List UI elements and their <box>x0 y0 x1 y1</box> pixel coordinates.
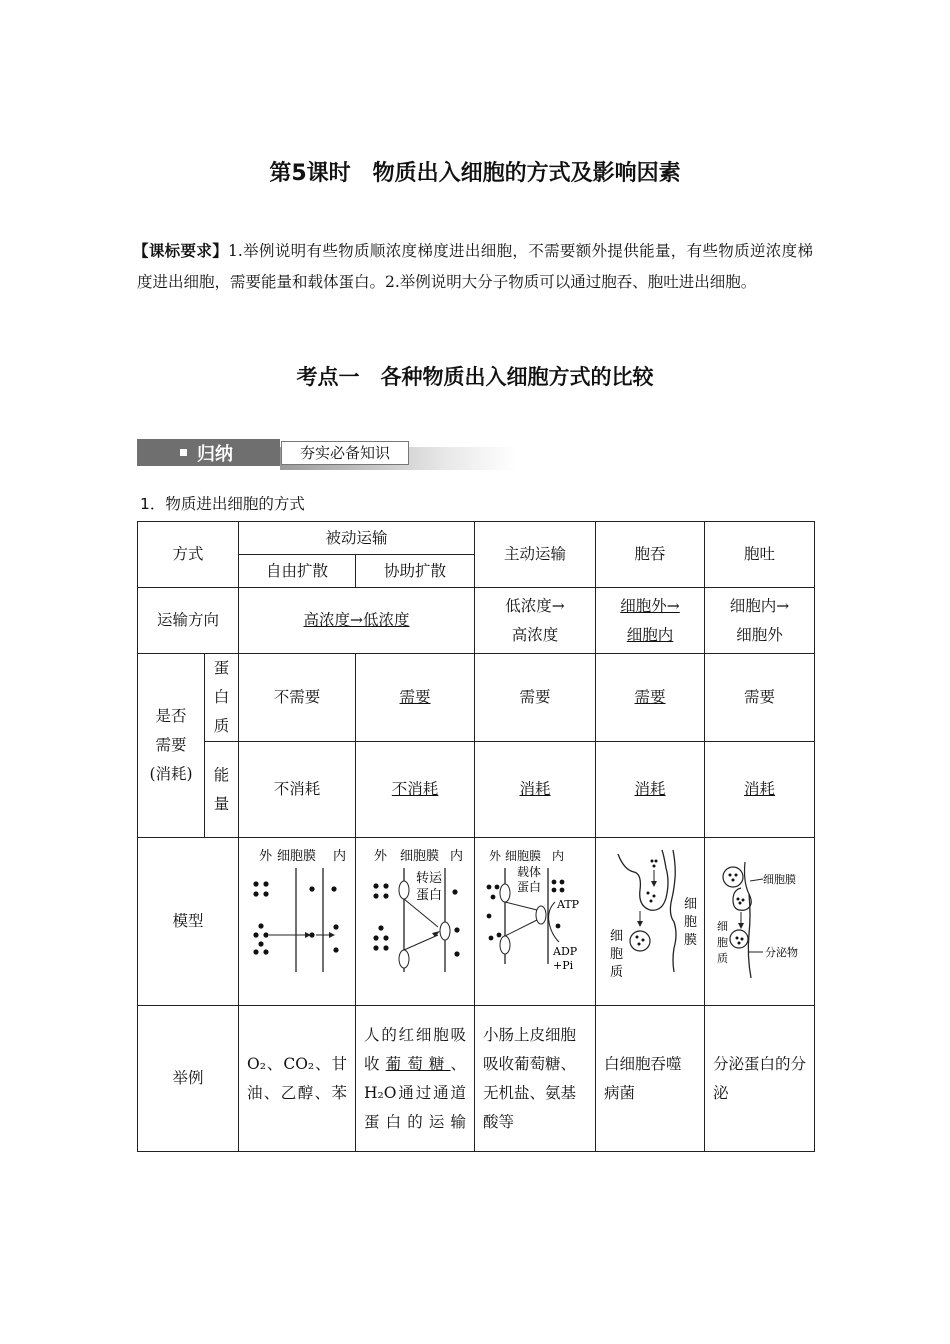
row-label-example: 举例 <box>138 1006 239 1152</box>
svg-text:载体: 载体 <box>517 865 542 879</box>
header-free-diffusion: 自由扩散 <box>239 555 356 588</box>
svg-text:细胞膜: 细胞膜 <box>505 849 542 863</box>
model-exocytosis <box>705 838 815 1006</box>
protein-assist: 需要 <box>356 654 475 742</box>
header-exocytosis: 胞吐 <box>705 522 815 588</box>
requirement-label: 【课标要求】 <box>133 242 229 260</box>
direction-passive: 高浓度→低浓度 <box>239 588 475 654</box>
banner-subtitle: 夯实必备知识 <box>281 441 409 465</box>
endocytosis-diagram <box>596 838 705 995</box>
example-endo: 白细胞吞噬病菌 <box>596 1006 705 1152</box>
svg-text:胞: 胞 <box>717 936 729 949</box>
protein-active: 需要 <box>475 654 596 742</box>
curriculum-requirement <box>133 236 813 298</box>
protein-free: 不需要 <box>239 654 356 742</box>
direction-endo: 细胞外→ 细胞内 <box>596 588 705 654</box>
model-endocytosis <box>596 838 705 1006</box>
svg-text:蛋白: 蛋白 <box>517 880 542 894</box>
svg-text:内: 内 <box>333 849 347 864</box>
direction-active: 低浓度→ 高浓度 <box>475 588 596 654</box>
protein-endo: 需要 <box>596 654 705 742</box>
energy-exo: 消耗 <box>705 742 815 838</box>
svg-text:质: 质 <box>610 965 624 980</box>
lesson-title: 第5课时 物质出入细胞的方式及影响因素 <box>269 161 681 186</box>
row-label-need: 是否 需要 (消耗) <box>138 654 205 838</box>
svg-text:胞: 胞 <box>610 947 624 962</box>
example-active: 小肠上皮细胞吸收葡萄糖、无机盐、氨基酸等 <box>475 1006 596 1152</box>
svg-text:ADP: ADP <box>553 945 578 958</box>
example-assist: 人的红细胞吸收葡萄糖、H₂O通过通道蛋白的运输 <box>356 1006 475 1152</box>
facilitated-diffusion-diagram <box>356 838 475 995</box>
exocytosis-diagram <box>705 838 815 995</box>
header-endocytosis: 胞吞 <box>596 522 705 588</box>
summary-banner <box>137 439 517 472</box>
model-active-transport <box>475 838 596 1006</box>
svg-text:细胞膜: 细胞膜 <box>763 873 797 886</box>
energy-free: 不消耗 <box>239 742 356 838</box>
example-free: O₂、CO₂、甘油、乙醇、苯 <box>239 1006 356 1152</box>
energy-active: 消耗 <box>475 742 596 838</box>
svg-text:膜: 膜 <box>684 933 698 948</box>
svg-text:内: 内 <box>552 849 565 863</box>
header-passive: 被动运输 <box>239 522 475 555</box>
svg-text:细胞膜: 细胞膜 <box>400 849 440 864</box>
section-heading: 考点一 各种物质出入细胞方式的比较 <box>296 365 654 389</box>
svg-text:外: 外 <box>259 849 273 864</box>
banner-label: 归纳 <box>197 444 233 465</box>
svg-text:转运: 转运 <box>416 871 443 886</box>
svg-text:细胞膜: 细胞膜 <box>277 849 317 864</box>
svg-text:细: 细 <box>684 897 698 912</box>
energy-assist: 不消耗 <box>356 742 475 838</box>
row-label-model: 模型 <box>138 838 239 1006</box>
svg-text:质: 质 <box>717 952 729 965</box>
header-facilitated-diffusion: 协助扩散 <box>356 555 475 588</box>
svg-text:+Pi: +Pi <box>553 959 574 972</box>
svg-text:外: 外 <box>374 849 388 864</box>
transport-table <box>137 521 815 1152</box>
direction-exo: 细胞内→ 细胞外 <box>705 588 815 654</box>
svg-text:细: 细 <box>717 920 729 933</box>
svg-text:外: 外 <box>489 849 502 863</box>
svg-text:内: 内 <box>450 849 464 864</box>
svg-text:分泌物: 分泌物 <box>765 946 799 959</box>
svg-text:蛋白: 蛋白 <box>416 888 443 903</box>
protein-exo: 需要 <box>705 654 815 742</box>
model-facilitated-diffusion <box>356 838 475 1006</box>
example-exo: 分泌蛋白的分泌 <box>705 1006 815 1152</box>
active-transport-diagram <box>475 838 596 995</box>
row-label-protein: 蛋 白 质 <box>205 654 239 742</box>
header-active: 主动运输 <box>475 522 596 588</box>
row-label-energy: 能 量 <box>205 742 239 838</box>
svg-text:胞: 胞 <box>684 915 698 930</box>
svg-text:ATP: ATP <box>557 898 580 911</box>
square-bullet-icon <box>180 449 187 456</box>
requirement-text: 1.举例说明有些物质顺浓度梯度进出细胞，不需要额外提供能量，有些物质逆浓度梯度进出细胞，需要能量和载体蛋白。2.举例说明大分子物质可以通过胞吞、胞吐进出细胞。 <box>137 242 813 291</box>
model-free-diffusion <box>239 838 356 1006</box>
svg-text:细: 细 <box>610 929 624 944</box>
subheading: 1．物质进出细胞的方式 <box>140 495 305 513</box>
energy-endo: 消耗 <box>596 742 705 838</box>
free-diffusion-diagram <box>239 838 356 995</box>
row-label-direction: 运输方向 <box>138 588 239 654</box>
header-mode: 方式 <box>138 522 239 588</box>
